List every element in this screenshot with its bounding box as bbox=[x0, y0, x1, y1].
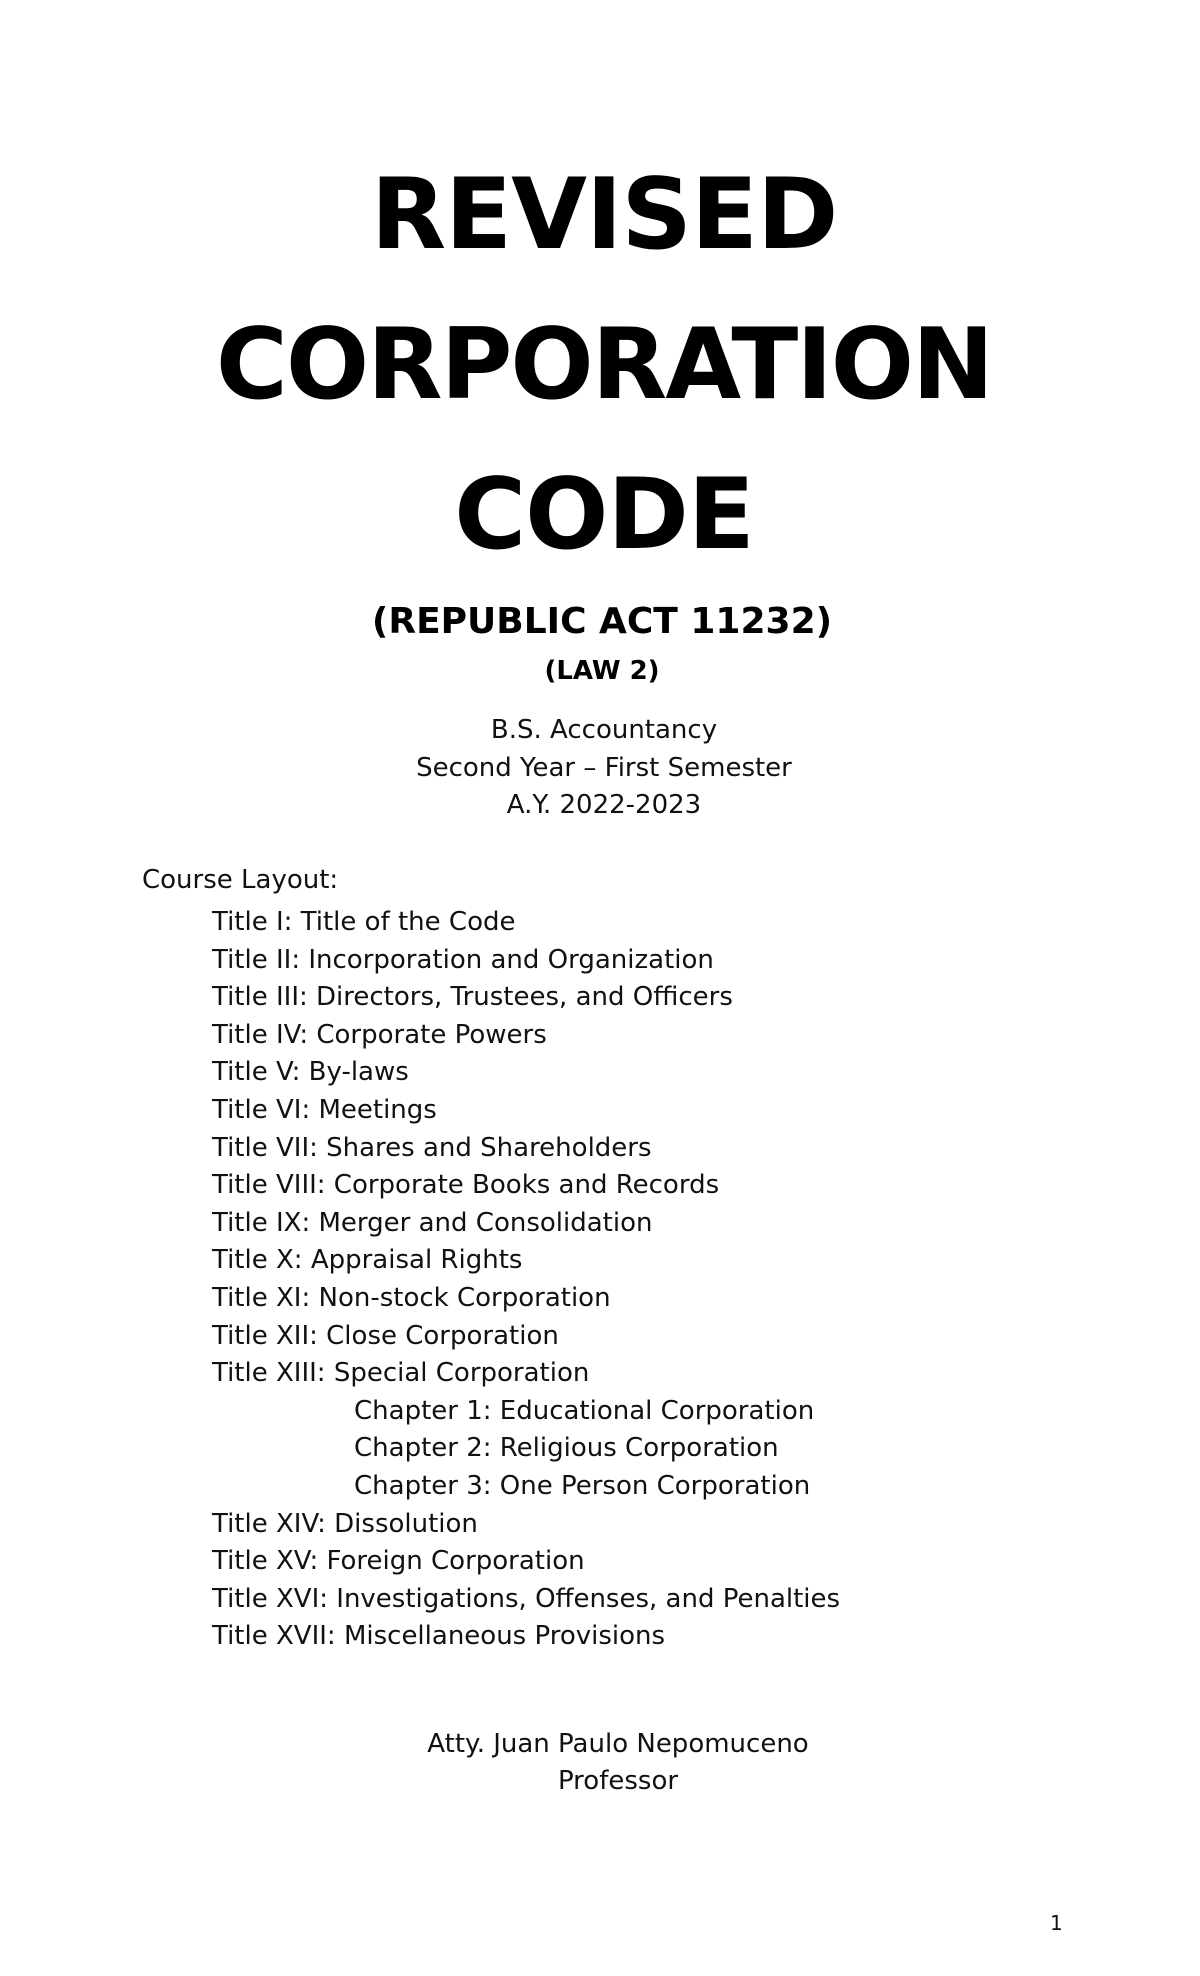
outline-title-item: Title XII: Close Corporation bbox=[212, 1320, 559, 1351]
document-title-line-2: CORPORATION bbox=[215, 308, 993, 422]
course-outline bbox=[0, 904, 1200, 1656]
outline-chapter-item: Chapter 3: One Person Corporation bbox=[354, 1470, 811, 1501]
document-title-line-1: REVISED bbox=[370, 158, 838, 272]
outline-chapter-item: Chapter 2: Religious Corporation bbox=[354, 1433, 779, 1464]
outline-title-item: Title XIV: Dissolution bbox=[212, 1508, 478, 1539]
outline-title-item: Title IV: Corporate Powers bbox=[212, 1019, 547, 1050]
outline-title-item: Title V: By-laws bbox=[212, 1057, 409, 1088]
outline-chapter-item: Chapter 1: Educational Corporation bbox=[354, 1395, 815, 1426]
outline-title-item: Title II: Incorporation and Organization bbox=[212, 944, 714, 975]
outline-title-item: Title XVI: Investigations, Offenses, and Penalties bbox=[212, 1583, 841, 1614]
professor-role: Professor bbox=[557, 1766, 679, 1796]
term: Second Year – First Semester bbox=[416, 753, 792, 783]
outline-title-item: Title XI: Non-stock Corporation bbox=[212, 1282, 611, 1313]
course-layout-label: Course Layout: bbox=[142, 865, 339, 895]
page-number: 1 bbox=[1050, 1911, 1063, 1935]
program-name: B.S. Accountancy bbox=[490, 715, 718, 745]
document-title-line-3: CODE bbox=[454, 458, 754, 572]
outline-title-item: Title III: Directors, Trustees, and Officers bbox=[212, 982, 733, 1013]
course-code: (LAW 2) bbox=[544, 656, 660, 686]
academic-year: A.Y. 2022-2023 bbox=[506, 790, 702, 820]
outline-title-item: Title XVII: Miscellaneous Provisions bbox=[212, 1621, 666, 1652]
professor-name: Atty. Juan Paulo Nepomuceno bbox=[427, 1729, 809, 1759]
outline-title-item: Title X: Appraisal Rights bbox=[212, 1245, 523, 1276]
outline-title-item: Title XIII: Special Corporation bbox=[212, 1358, 590, 1389]
outline-title-item: Title VIII: Corporate Books and Records bbox=[212, 1170, 720, 1201]
outline-title-item: Title VII: Shares and Shareholders bbox=[212, 1132, 652, 1163]
outline-title-item: Title IX: Merger and Consolidation bbox=[212, 1207, 653, 1238]
document-subtitle: (REPUBLIC ACT 11232) bbox=[371, 601, 833, 642]
outline-title-item: Title I: Title of the Code bbox=[212, 907, 516, 937]
outline-title-item: Title VI: Meetings bbox=[212, 1094, 437, 1125]
outline-title-item: Title XV: Foreign Corporation bbox=[212, 1546, 585, 1577]
